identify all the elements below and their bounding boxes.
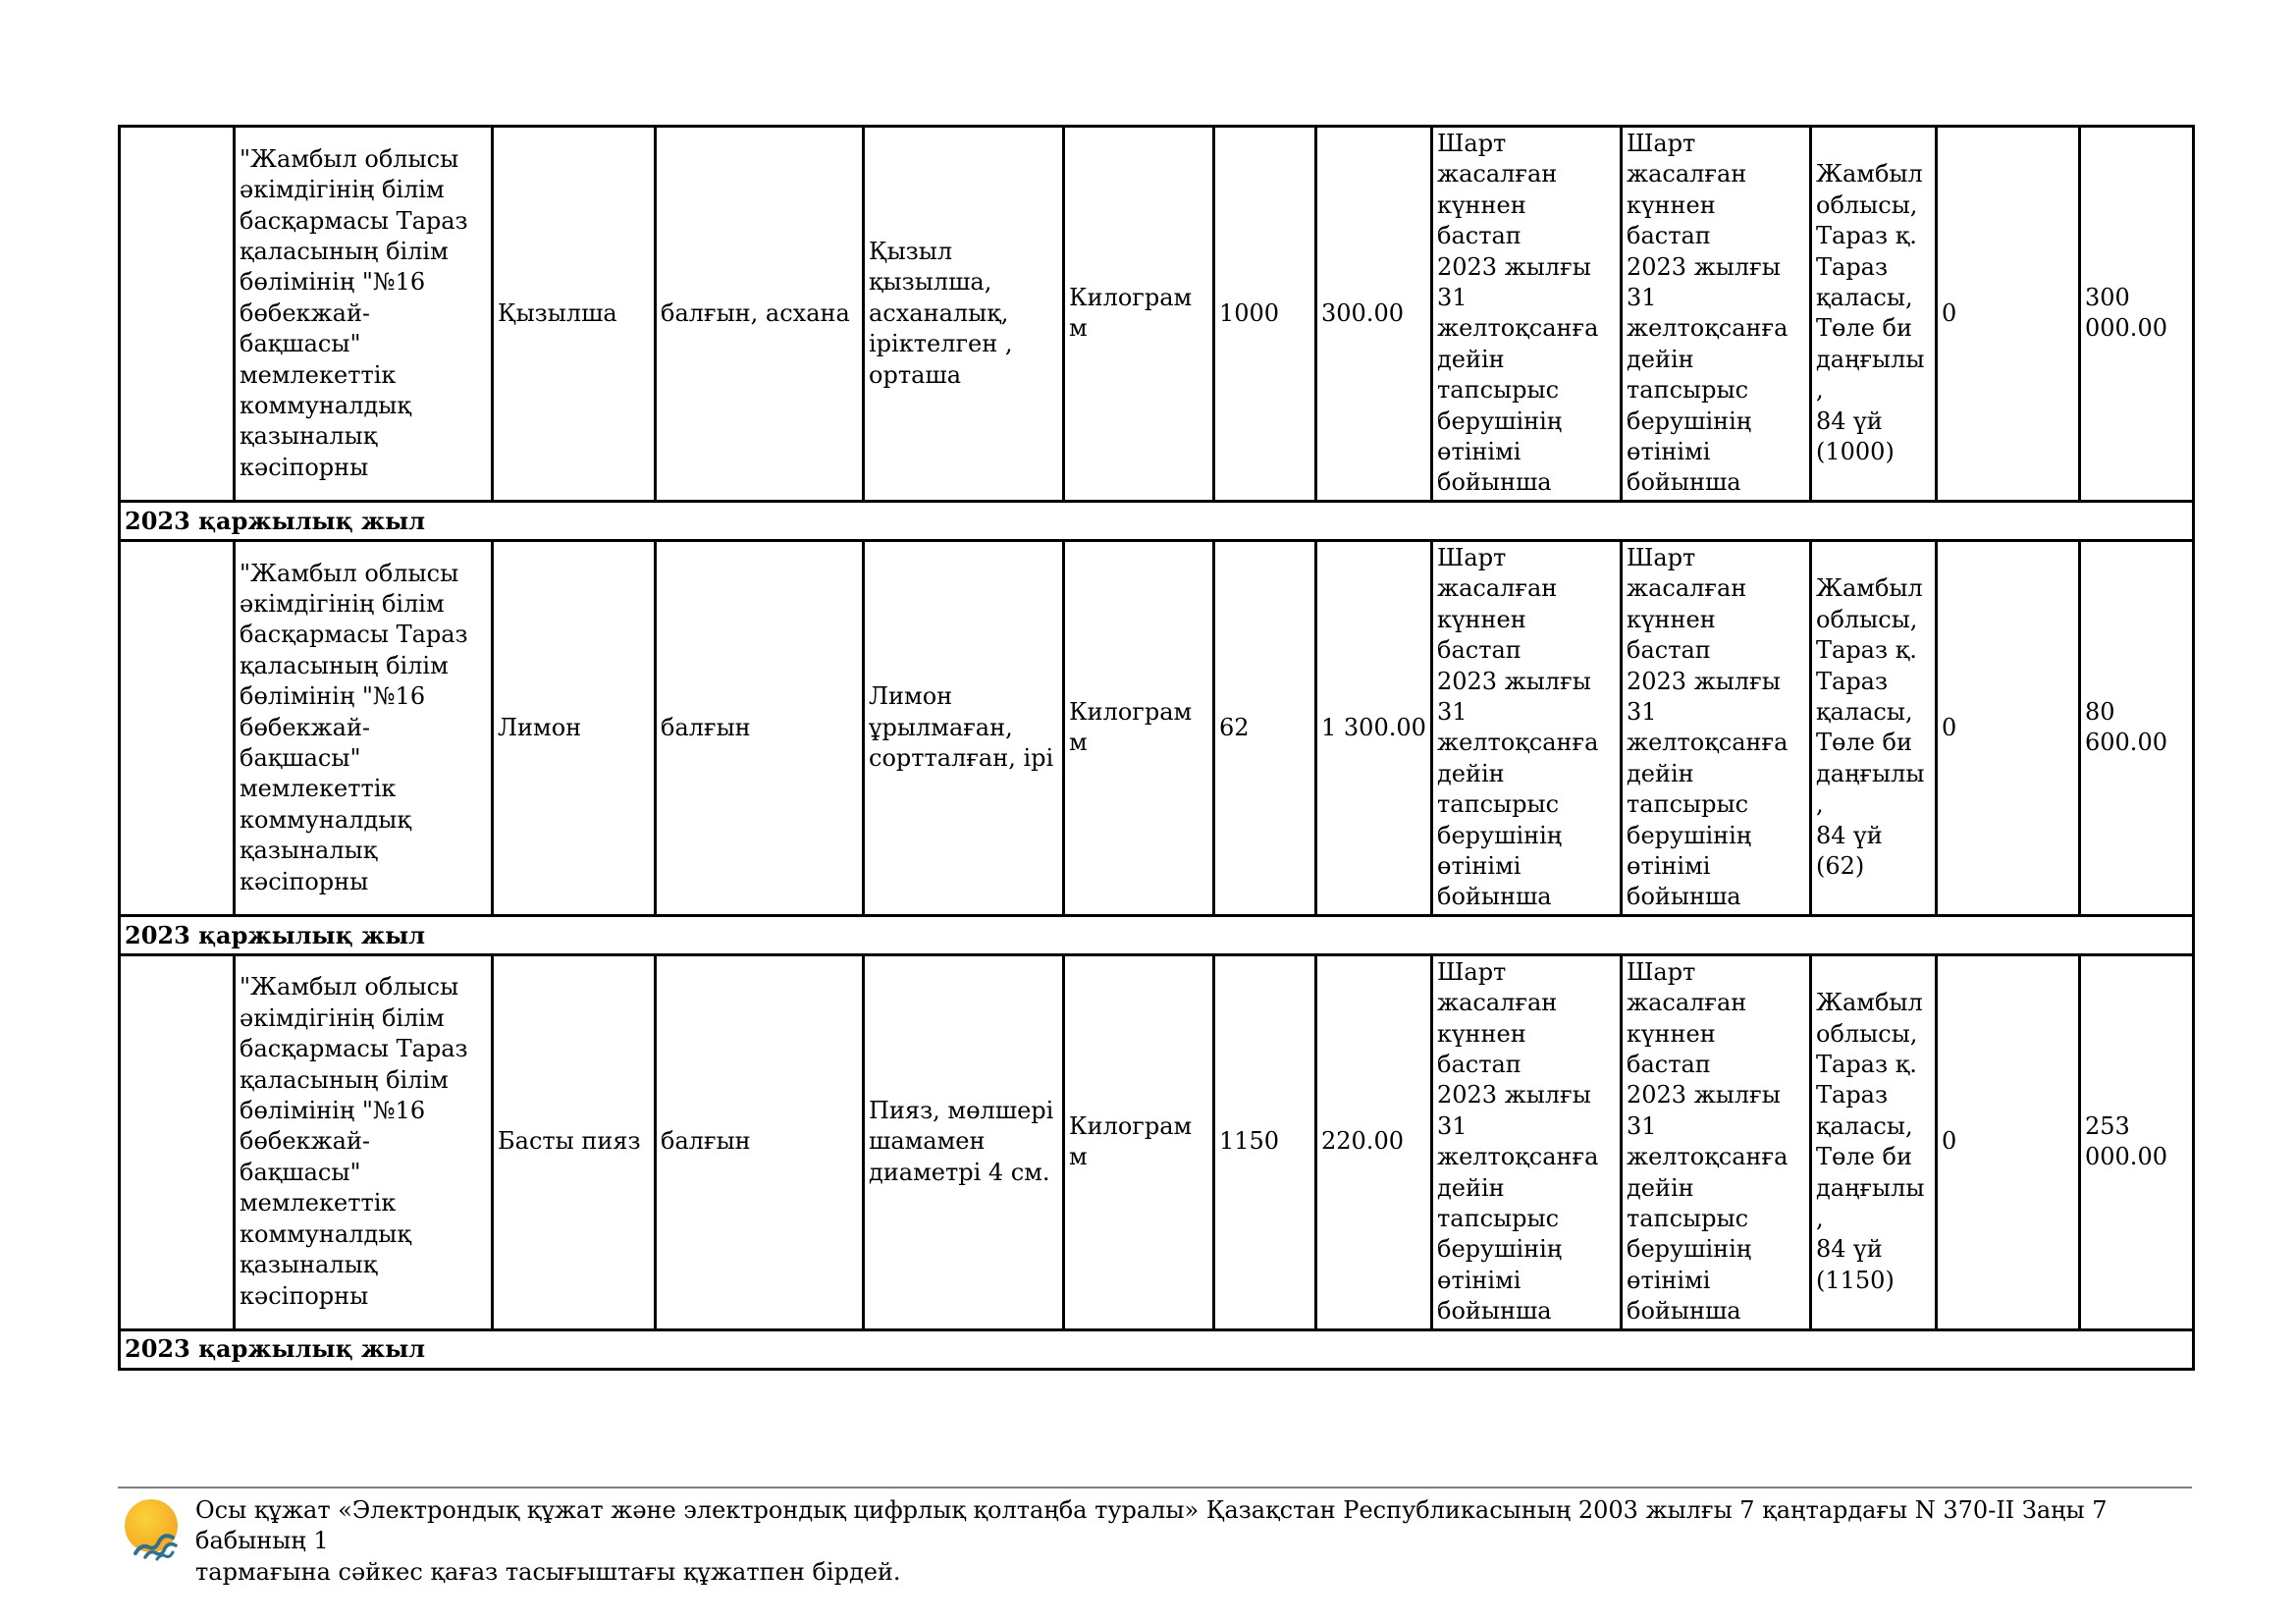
- delivery-term: Шарт жасалған күннен бастап 2023 жылғы 31 желтоқсанға дейін тапсырыс берушінің өтінімі бойынша: [1437, 543, 1599, 911]
- delivery-place-cell: [1811, 954, 1937, 1329]
- quantity-cell: [1214, 540, 1316, 915]
- financial-year-label: 2023 қаржылық жыл: [125, 920, 426, 949]
- product-cell: [493, 127, 656, 502]
- total-amount: 300 000.00: [2085, 284, 2167, 343]
- financial-year-label: 2023 қаржылық жыл: [125, 506, 426, 535]
- delivery-term: Шарт жасалған күннен бастап 2023 жылғы 31 желтоқсанға дейін тапсырыс берушінің өтінімі бойынша: [1437, 130, 1599, 497]
- quantity-cell: [1214, 954, 1316, 1329]
- delivery-term: Шарт жасалған күннен бастап 2023 жылғы 31 желтоқсанға дейін тапсырыс берушінің өтінімі бойынша: [1437, 957, 1599, 1326]
- page-footer: [118, 1487, 2192, 1586]
- delivery-place-cell: [1811, 127, 1937, 502]
- quantity: 62: [1219, 713, 1250, 741]
- advance-cell: [1937, 954, 2080, 1329]
- product-characteristic: балғын, асхана: [661, 298, 850, 327]
- customer-cell: [235, 954, 493, 1329]
- characteristic-cell: [656, 540, 864, 915]
- customer-name: "Жамбыл облысы әкімдігінің білім басқармасы Тараз қаласының білім бөлімінің "№16 бөбекжай-бақшасы" мемлекеттік коммуналдық қазыналық кәсіпорны: [240, 559, 468, 895]
- quantity: 1000: [1219, 298, 1280, 327]
- total-cell: [2080, 540, 2194, 915]
- delivery-term-cell: [1432, 540, 1622, 915]
- product-characteristic: балғын: [661, 713, 751, 741]
- delivery-place-cell: [1811, 540, 1937, 915]
- delivery-place: Жамбыл облысы, Тараз қ. Тараз қаласы, Төле би даңғылы, 84 үй (1000): [1816, 160, 1925, 466]
- advance-payment: 0: [1942, 713, 1957, 741]
- table-row: [120, 954, 2194, 1329]
- total-cell: [2080, 954, 2194, 1329]
- customer-cell: [235, 127, 493, 502]
- unit-of-measure: Килограмм: [1069, 1111, 1193, 1171]
- delivery-term-cell: [1432, 954, 1622, 1329]
- product-cell: [493, 954, 656, 1329]
- unit-price: 300.00: [1321, 298, 1404, 327]
- delivery-term-2-cell: [1622, 954, 1811, 1329]
- advance-payment: 0: [1942, 298, 1957, 327]
- financial-year-label: 2023 қаржылық жыл: [125, 1334, 426, 1364]
- price-cell: [1316, 540, 1432, 915]
- unit-of-measure: Килограмм: [1069, 284, 1193, 343]
- price-cell: [1316, 127, 1432, 502]
- product-name: Басты пияз: [498, 1127, 641, 1156]
- year-row: [120, 915, 2194, 954]
- advance-payment: 0: [1942, 1127, 1957, 1156]
- unit-cell: [1064, 954, 1214, 1329]
- delivery-place: Жамбыл облысы, Тараз қ. Тараз қаласы, Төле би даңғылы, 84 үй (1150): [1816, 989, 1925, 1294]
- delivery-place: Жамбыл облысы, Тараз қ. Тараз қаласы, Төле би даңғылы, 84 үй (62): [1816, 574, 1925, 880]
- product-name: Лимон: [498, 713, 582, 741]
- quantity-cell: [1214, 127, 1316, 502]
- description-cell: [864, 954, 1064, 1329]
- row-number-cell: [120, 540, 235, 915]
- egov-sun-logo-icon: [122, 1496, 187, 1561]
- table-body: [120, 127, 2194, 1370]
- delivery-term-cell: [1432, 127, 1622, 502]
- description-cell: [864, 540, 1064, 915]
- product-name: Қызылша: [498, 298, 617, 327]
- product-description: Лимон ұрылмаған, сортталған, ірі: [869, 682, 1054, 773]
- unit-of-measure: Килограмм: [1069, 697, 1193, 757]
- delivery-term-2: Шарт жасалған күннен бастап 2023 жылғы 31 желтоқсанға дейін тапсырыс берушінің өтінімі бойынша: [1627, 543, 1789, 911]
- advance-cell: [1937, 127, 2080, 502]
- advance-cell: [1937, 540, 2080, 915]
- product-description: Пияз, мөлшері шамамен диаметрі 4 см.: [869, 1097, 1054, 1186]
- price-cell: [1316, 954, 1432, 1329]
- row-number-cell: [120, 954, 235, 1329]
- unit-cell: [1064, 127, 1214, 502]
- procurement-table: [118, 125, 2195, 1371]
- unit-price: 220.00: [1321, 1127, 1404, 1156]
- delivery-term-2: Шарт жасалған күннен бастап 2023 жылғы 31 желтоқсанға дейін тапсырыс берушінің өтінімі бойынша: [1627, 957, 1789, 1326]
- year-row: [120, 501, 2194, 540]
- delivery-term-2-cell: [1622, 540, 1811, 915]
- quantity: 1150: [1219, 1127, 1280, 1156]
- year-cell: [120, 915, 2194, 954]
- unit-price: 1 300.00: [1321, 713, 1426, 741]
- year-cell: [120, 1329, 2194, 1369]
- characteristic-cell: [656, 127, 864, 502]
- year-cell: [120, 501, 2194, 540]
- year-row: [120, 1329, 2194, 1369]
- customer-cell: [235, 540, 493, 915]
- product-cell: [493, 540, 656, 915]
- total-amount: 253 000.00: [2085, 1111, 2167, 1171]
- unit-cell: [1064, 540, 1214, 915]
- customer-name: "Жамбыл облысы әкімдігінің білім басқармасы Тараз қаласының білім бөлімінің "№16 бөбекжай-бақшасы" мемлекеттік коммуналдық қазыналық кәсіпорны: [240, 973, 468, 1310]
- product-description: Қызыл қызылша, асханалық, іріктелген , орташа: [869, 237, 1013, 389]
- customer-name: "Жамбыл облысы әкімдігінің білім басқармасы Тараз қаласының білім бөлімінің "№16 бөбекжай-бақшасы" мемлекеттік коммуналдық қазыналық кәсіпорны: [240, 144, 468, 481]
- characteristic-cell: [656, 954, 864, 1329]
- table-row: [120, 127, 2194, 502]
- total-cell: [2080, 127, 2194, 502]
- description-cell: [864, 127, 1064, 502]
- row-number-cell: [120, 127, 235, 502]
- footer-legal-text: Осы құжат «Электрондық құжат және электрондық цифрлық қолтаңба туралы» Қазақстан Республикасының 2003 жылғы 7 қаңтардағы N 370-II Заңы 7 бабының 1 тармағына сәйкес қағаз тасығыштағы құжатпен бірдей.: [195, 1496, 2108, 1586]
- delivery-term-2-cell: [1622, 127, 1811, 502]
- egov-sun-logo-svg: [122, 1496, 187, 1561]
- product-characteristic: балғын: [661, 1127, 751, 1156]
- delivery-term-2: Шарт жасалған күннен бастап 2023 жылғы 31 желтоқсанға дейін тапсырыс берушінің өтінімі бойынша: [1627, 130, 1789, 497]
- total-amount: 80 600.00: [2085, 697, 2167, 757]
- table-row: [120, 540, 2194, 915]
